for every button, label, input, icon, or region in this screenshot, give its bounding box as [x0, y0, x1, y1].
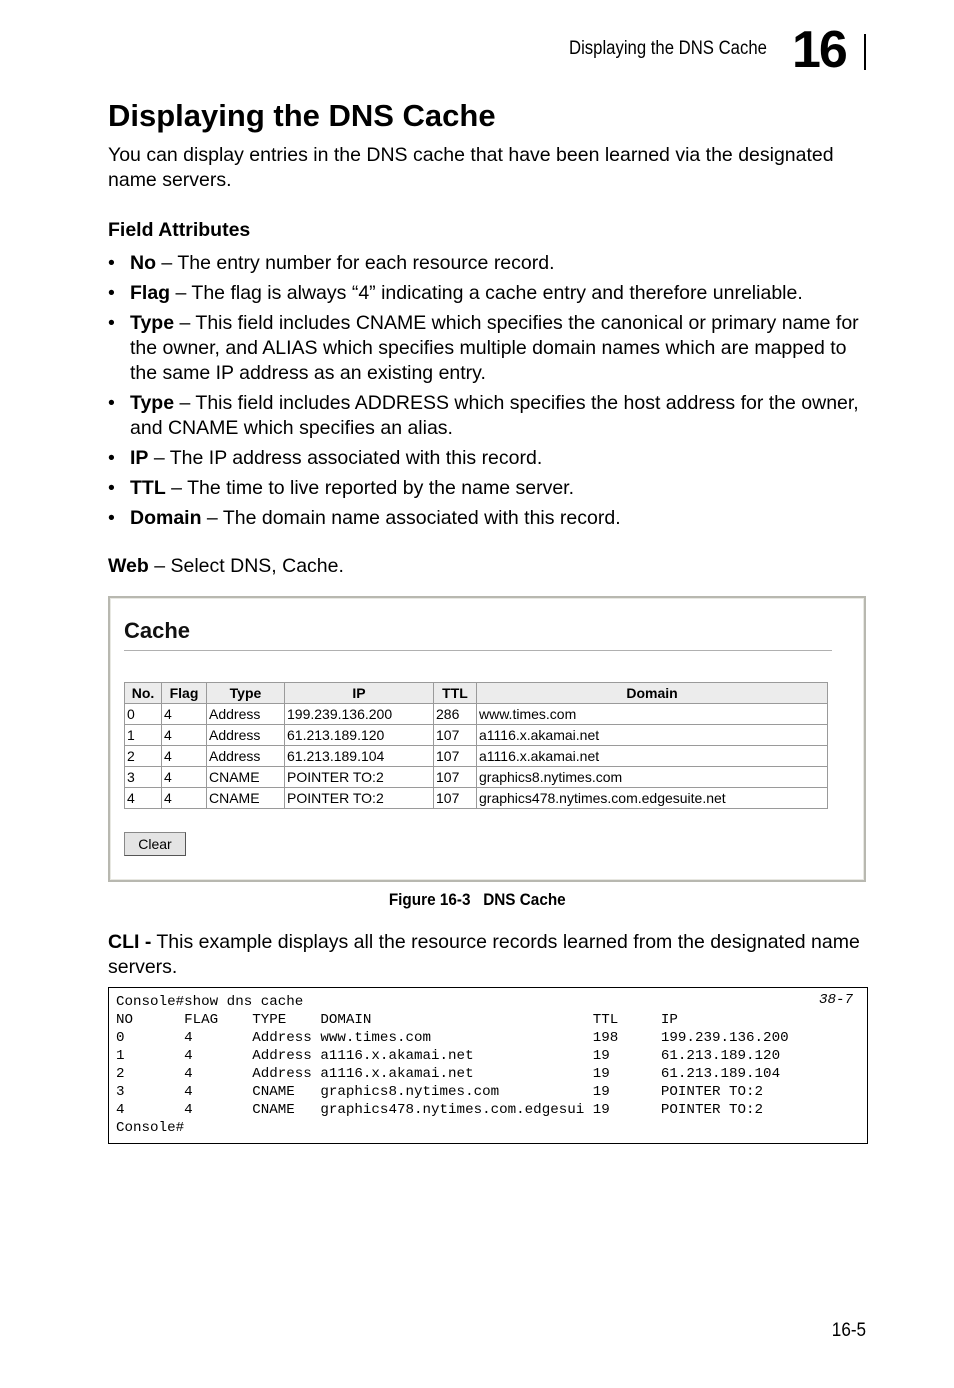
field-item: • TTL – The time to live reported by the name server.: [108, 477, 574, 499]
cell-ip: 199.239.136.200: [285, 704, 434, 725]
column-header-ip: IP: [285, 683, 434, 704]
table-row: [125, 725, 828, 746]
field-desc: – The entry number for each resource record.: [156, 252, 555, 274]
cache-panel: [108, 596, 866, 882]
chapter-number: 16: [792, 21, 846, 79]
field-attributes-heading: Field Attributes: [108, 219, 251, 241]
field-item: • Type – This field includes CNAME which specifies the canonical or primary name for the owner, and ALIAS which specifies multiple domain names which are mapped to the same IP address as an existing entry.: [108, 312, 859, 384]
cell-domain: graphics478.nytimes.com.edgesuite.net: [477, 788, 828, 809]
column-header-domain: Domain: [477, 683, 828, 704]
field-item: • Type – This field includes ADDRESS which specifies the host address for the owner, and CNAME which specifies an alias.: [108, 392, 859, 439]
column-header-flag: Flag: [162, 683, 207, 704]
intro-paragraph: You can display entries in the DNS cache that have been learned via the designated name servers.: [108, 144, 834, 191]
chapter-divider: [864, 34, 866, 70]
web-label: Web: [108, 555, 149, 577]
table-row: [125, 788, 828, 809]
cell-type: Address: [207, 725, 285, 746]
figure-caption: [0, 890, 954, 910]
cell-flag: 4: [162, 746, 207, 767]
column-header-no: No.: [125, 683, 162, 704]
cell-type: Address: [207, 704, 285, 725]
field-desc: – This field includes CNAME which specifies the canonical or primary name for the owner, and ALIAS which specifies multiple domain names which are mapped to the same IP address as an existing entry.: [130, 312, 859, 384]
cli-reference: 38-7: [818, 992, 853, 1008]
cli-line: 2 4 Address a1116.x.akamai.net 19 61.213.189.104: [116, 1066, 781, 1082]
cell-ttl: 286: [434, 704, 477, 725]
table-row: [125, 767, 828, 788]
cli-line: 1 4 Address a1116.x.akamai.net 19 61.213.189.120: [116, 1048, 781, 1064]
cell-no: 3: [125, 767, 162, 788]
page-number: 16-5: [831, 1320, 866, 1341]
cli-line: 3 4 CNAME graphics8.nytimes.com 19 POINTER TO:2: [116, 1084, 764, 1100]
field-term: IP: [130, 447, 149, 469]
cell-ttl: 107: [434, 746, 477, 767]
column-header-ttl: TTL: [434, 683, 477, 704]
cell-ttl: 107: [434, 767, 477, 788]
field-term: Type: [130, 392, 175, 414]
field-term: Type: [130, 312, 175, 334]
cell-ip: POINTER TO:2: [285, 767, 434, 788]
cli-line: 4 4 CNAME graphics478.nytimes.com.edgesui 19 POINTER TO:2: [116, 1102, 764, 1118]
cell-domain: a1116.x.akamai.net: [477, 725, 828, 746]
field-term: No: [130, 252, 156, 274]
field-desc: – The domain name associated with this record.: [201, 507, 621, 529]
cell-type: Address: [207, 746, 285, 767]
cell-flag: 4: [162, 725, 207, 746]
cache-table: [124, 682, 828, 809]
field-term: Domain: [130, 507, 202, 529]
cell-no: 4: [125, 788, 162, 809]
panel-title: Cache: [124, 618, 191, 643]
web-instruction: [108, 554, 868, 579]
table-row: [125, 746, 828, 767]
cli-line: NO FLAG TYPE DOMAIN TTL IP: [116, 1012, 678, 1028]
cell-type: CNAME: [207, 788, 285, 809]
field-desc: – The flag is always “4” indicating a cache entry and therefore unreliable.: [170, 282, 803, 304]
cli-text: This example displays all the resource records learned from the designated name servers.: [108, 931, 860, 978]
panel-divider: [124, 650, 832, 651]
cell-no: 2: [125, 746, 162, 767]
field-item: • No – The entry number for each resource record.: [108, 252, 555, 274]
cell-type: CNAME: [207, 767, 285, 788]
cli-output-box: [108, 987, 868, 1144]
cell-flag: 4: [162, 767, 207, 788]
cell-no: 1: [125, 725, 162, 746]
field-item: • Domain – The domain name associated with this record.: [108, 507, 621, 529]
cli-instruction: [108, 930, 868, 980]
cell-flag: 4: [162, 788, 207, 809]
running-header: Displaying the DNS Cache: [569, 38, 767, 59]
field-item: • Flag – The flag is always “4” indicating a cache entry and therefore unreliable.: [108, 282, 803, 304]
cell-ip: POINTER TO:2: [285, 788, 434, 809]
cli-line: Console#show dns cache: [116, 994, 304, 1010]
figure-caption-text: Figure 16-3 DNS Cache: [388, 890, 566, 909]
cell-ttl: 107: [434, 788, 477, 809]
field-desc: – The IP address associated with this record.: [148, 447, 543, 469]
field-term: Flag: [130, 282, 171, 304]
field-item: • IP – The IP address associated with this record.: [108, 447, 543, 469]
cell-domain: www.times.com: [477, 704, 828, 725]
field-desc: – The time to live reported by the name server.: [165, 477, 574, 499]
cell-domain: a1116.x.akamai.net: [477, 746, 828, 767]
cell-domain: graphics8.nytimes.com: [477, 767, 828, 788]
cell-ttl: 107: [434, 725, 477, 746]
table-row: [125, 704, 828, 725]
cell-ip: 61.213.189.104: [285, 746, 434, 767]
field-desc: – This field includes ADDRESS which specifies the host address for the owner, and CNAME which specifies an alias.: [130, 392, 859, 439]
field-term: TTL: [130, 477, 166, 499]
clear-button[interactable]: Clear: [124, 832, 186, 856]
cli-line: Console#: [116, 1120, 185, 1136]
table-header-row: [125, 683, 828, 704]
cell-flag: 4: [162, 704, 207, 725]
cell-no: 0: [125, 704, 162, 725]
page-title: Displaying the DNS Cache: [108, 98, 496, 133]
column-header-type: Type: [207, 683, 285, 704]
cell-ip: 61.213.189.120: [285, 725, 434, 746]
field-list: [108, 251, 868, 536]
cli-label: CLI -: [108, 931, 152, 953]
web-text: – Select DNS, Cache.: [148, 555, 344, 577]
cli-line: 0 4 Address www.times.com 198 199.239.136.200: [116, 1030, 789, 1046]
